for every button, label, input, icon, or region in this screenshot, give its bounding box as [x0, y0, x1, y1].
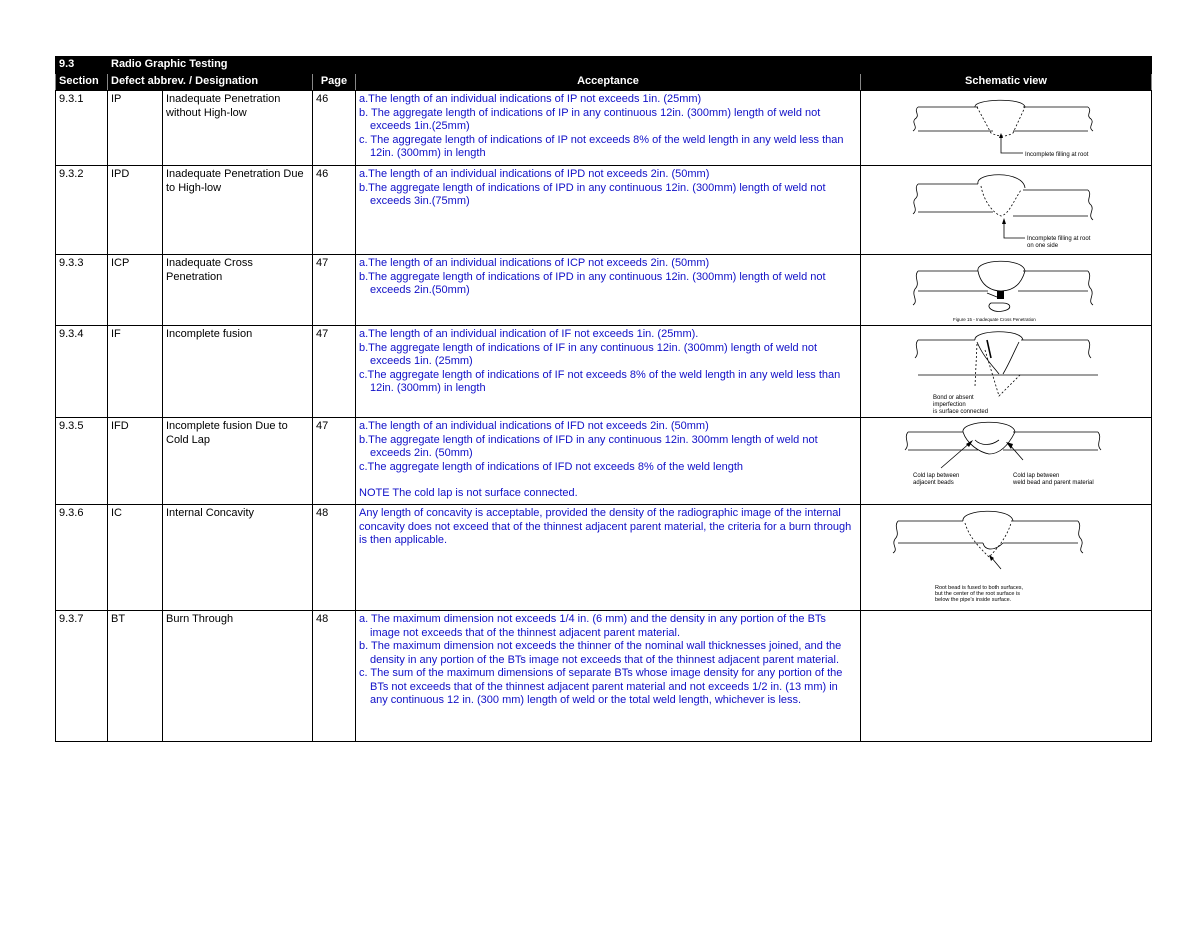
schematic-if [861, 326, 1152, 418]
row-acceptance [356, 505, 861, 611]
row-acceptance [356, 611, 861, 742]
table-row [56, 418, 1152, 505]
row-designation: Incomplete fusion Due to Cold Lap [163, 418, 313, 505]
header-schematic: Schematic view [861, 74, 1152, 91]
section-title: Radio Graphic Testing [108, 57, 1152, 74]
row-page: 47 [313, 255, 356, 326]
schematic-label: on one side [1027, 243, 1059, 249]
row-section: 9.3.5 [56, 418, 108, 505]
row-designation: Incomplete fusion [163, 326, 313, 418]
acceptance-line: c. The sum of the maximum dimensions of separate BTs whose image density for any portion of the BTs not exceeds that of the thinnest adjacent parent material and not exceeds 1/2 in. (13 mm) in any continuous 12 in. (300 mm) length of weld or the total weld length, whichever is less. [359, 667, 843, 706]
schematic-label: Incomplete filling at root [1027, 236, 1091, 242]
schematic-ic [861, 505, 1152, 611]
header-acceptance: Acceptance [356, 74, 861, 91]
table-row [56, 611, 1152, 742]
weld-schematic-ic-drawing [863, 507, 1148, 607]
weld-schematic-icp-drawing [863, 257, 1148, 323]
weld-schematic-ifd-drawing [863, 420, 1148, 502]
schematic-label: is surface connected [933, 409, 989, 415]
weld-schematic-ipd-drawing [863, 168, 1148, 252]
acceptance-line: a.The length of an individual indications of IPD not exceeds 2in. (50mm) [359, 168, 710, 180]
schematic-label: Root bead is fused to both surfaces, [935, 585, 1024, 591]
row-acceptance [356, 255, 861, 326]
row-abbrev: IPD [108, 166, 163, 255]
acceptance-note: NOTE The cold lap is not surface connected. [359, 487, 578, 499]
schematic-ip [861, 91, 1152, 166]
acceptance-line: a.The length of an individual indications of ICP not exceeds 2in. (50mm) [359, 257, 710, 269]
acceptance-line: b.The aggregate length of indications of IF in any continuous 12in. (300mm) length of weld not exceeds 1in. (25mm) [359, 341, 818, 367]
acceptance-line: Any length of concavity is acceptable, provided the density of the radiographic image of the internal concavity does not exceed that of the thinnest adjacent parent material, the criteria for a burn through is then applicable. [359, 507, 852, 546]
row-page: 46 [313, 91, 356, 166]
row-designation: Burn Through [163, 611, 313, 742]
acceptance-line: a.The length of an individual indications of IFD not exceeds 2in. (50mm) [359, 420, 709, 432]
acceptance-line: b.The aggregate length of indications of IPD in any continuous 12in. (300mm) length of weld not exceeds 3in.(75mm) [359, 181, 826, 207]
row-abbrev: IC [108, 505, 163, 611]
table-row [56, 255, 1152, 326]
row-abbrev: BT [108, 611, 163, 742]
row-section: 9.3.1 [56, 91, 108, 166]
schematic-ipd [861, 166, 1152, 255]
schematic-label: Cold lap between [1013, 473, 1060, 479]
acceptance-line: a.The length of an individual indications of IP not exceeds 1in. (25mm) [359, 93, 702, 105]
acceptance-line: c.The aggregate length of indications of IFD not exceeds 8% of the weld length [359, 460, 744, 473]
row-designation: Internal Concavity [163, 505, 313, 611]
row-section: 9.3.6 [56, 505, 108, 611]
row-abbrev: IP [108, 91, 163, 166]
table-row [56, 166, 1152, 255]
acceptance-line: b. The maximum dimension not exceeds the thinner of the nominal wall thicknesses joined, and the density in any portion of the BTs image not exceeds that of the thinnest adjacent parent material. [359, 640, 842, 666]
acceptance-line: b.The aggregate length of indications of IFD in any continuous 12in. 300mm length of weld not exceeds 2in. (50mm) [359, 433, 818, 459]
section-number: 9.3 [56, 57, 108, 74]
row-acceptance [356, 418, 861, 505]
schematic-label: Incomplete filling at root [1025, 152, 1089, 158]
acceptance-line: c.The aggregate length of indications of IF not exceeds 8% of the weld length in any weld less than 12in. (300mm) in length [359, 368, 841, 394]
row-page: 46 [313, 166, 356, 255]
schematic-label: Cold lap between [913, 473, 960, 479]
schematic-label: weld bead and parent material [1013, 480, 1094, 486]
row-page: 47 [313, 326, 356, 418]
row-designation: Inadequate Penetration without High-low [163, 91, 313, 166]
acceptance-line: b.The aggregate length of indications of IPD in any continuous 12in. (300mm) length of weld not exceeds 2in.(50mm) [359, 270, 826, 296]
acceptance-line: c. The aggregate length of indications of IP not exceeds 8% of the weld length in any weld less than 12in. (300mm) in length [359, 133, 844, 159]
header-page: Page [313, 74, 356, 91]
row-section: 9.3.2 [56, 166, 108, 255]
table-header-row [56, 74, 1152, 91]
schematic-label: Bond or absent [933, 395, 974, 401]
schematic-bt-empty [861, 611, 1152, 742]
schematic-label: but the center of the root surface is [935, 591, 1020, 597]
schematic-label: below the pipe's inside surface. [935, 597, 1012, 603]
schematic-label: Figure 15 - Inadequate Cross Penetration [953, 317, 1036, 322]
schematic-ifd [861, 418, 1152, 505]
row-designation: Inadequate Cross Penetration [163, 255, 313, 326]
table-row [56, 91, 1152, 166]
acceptance-line: a. The maximum dimension not exceeds 1/4 in. (6 mm) and the density in any portion of the BTs image not exceeds that of the thinnest adjacent parent material. [359, 613, 826, 639]
schematic-icp [861, 255, 1152, 326]
table-row [56, 326, 1152, 418]
row-acceptance [356, 91, 861, 166]
row-designation: Inadequate Penetration Due to High-low [163, 166, 313, 255]
header-defect: Defect abbrev. / Designation [108, 74, 313, 91]
row-abbrev: ICP [108, 255, 163, 326]
schematic-label: imperfection [933, 402, 966, 408]
header-section: Section [56, 74, 108, 91]
row-page: 48 [313, 611, 356, 742]
radiographic-testing-table [55, 56, 1152, 742]
row-page: 48 [313, 505, 356, 611]
weld-schematic-ip-drawing [863, 93, 1148, 163]
row-section: 9.3.4 [56, 326, 108, 418]
row-acceptance [356, 166, 861, 255]
table-row [56, 505, 1152, 611]
row-abbrev: IFD [108, 418, 163, 505]
weld-schematic-if-drawing [863, 328, 1148, 415]
row-abbrev: IF [108, 326, 163, 418]
row-page: 47 [313, 418, 356, 505]
acceptance-line: b. The aggregate length of indications of IP in any continuous 12in. (300mm) length of weld not exceeds 1in.(25mm) [359, 106, 821, 132]
schematic-label: adjacent beads [913, 480, 954, 486]
acceptance-line: a.The length of an individual indication of IF not exceeds 1in. (25mm). [359, 328, 699, 340]
acceptance-spacer [359, 474, 857, 487]
row-acceptance [356, 326, 861, 418]
row-section: 9.3.3 [56, 255, 108, 326]
row-section: 9.3.7 [56, 611, 108, 742]
table-title-row [56, 57, 1152, 74]
